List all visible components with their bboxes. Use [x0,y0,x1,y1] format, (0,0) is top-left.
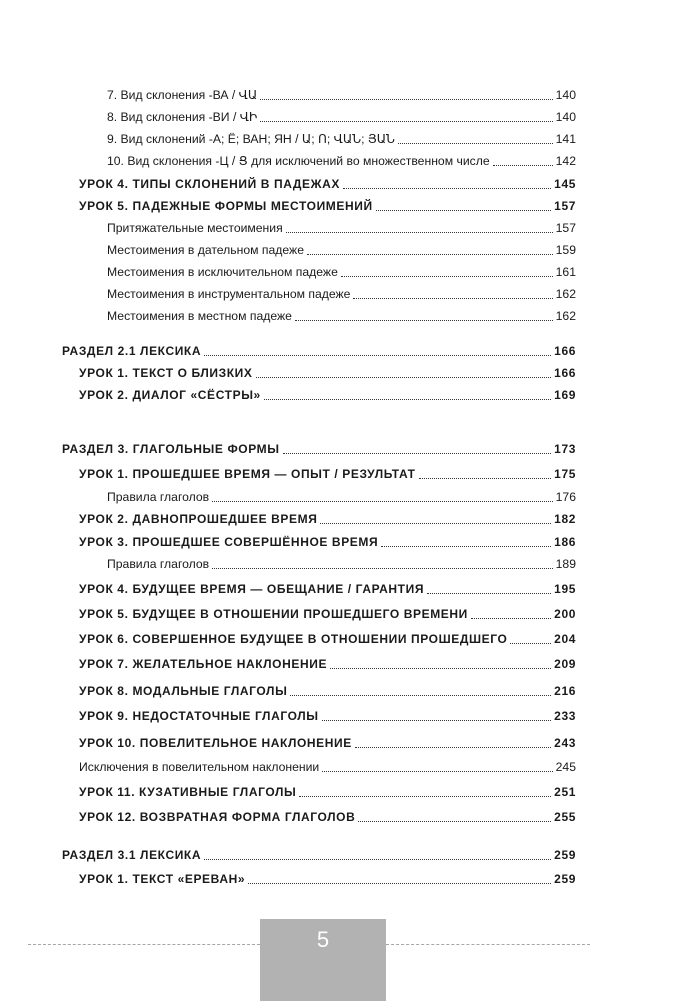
toc-entry-title: УРОК 5. БУДУЩЕЕ В ОТНОШЕНИИ ПРОШЕДШЕГО ВРЕМЕНИ [79,607,468,621]
toc-entry-title: УРОК 1. ТЕКСТ «ЕРЕВАН» [79,872,246,886]
toc-leader-dots [398,143,553,144]
toc-leader-dots [204,859,551,860]
toc-entry [107,221,576,236]
toc-entry-title: УРОК 9. НЕДОСТАТОЧНЫЕ ГЛАГОЛЫ [79,709,319,723]
toc-entry-page: 173 [554,442,576,456]
toc-leader-dots [295,320,553,321]
toc-leader-dots [290,695,551,696]
toc-leader-dots [322,720,552,721]
toc-leader-dots [427,593,551,594]
toc-entry-page: 141 [555,132,576,146]
toc-leader-dots [299,796,551,797]
toc-entry [107,132,576,147]
toc-leader-dots [307,254,553,255]
toc-entry [79,388,576,403]
toc-entry [79,872,576,887]
page-number-tab [260,919,386,1001]
toc-leader-dots [341,276,553,277]
toc-leader-dots [343,188,551,189]
toc-entry-title: 10. Вид склонения -Ц / Ց для исключений во множественном числе [107,154,490,168]
toc-entry-page: 251 [554,785,576,799]
toc-entry-title: УРОК 6. СОВЕРШЕННОЕ БУДУЩЕЕ В ОТНОШЕНИИ ПРОШЕДШЕГО [79,632,508,646]
toc-entry-title: УРОК 10. ПОВЕЛИТЕЛЬНОЕ НАКЛОНЕНИЕ [79,736,352,750]
toc-entry [107,557,576,572]
toc-entry [62,848,576,863]
toc-entry-page: 145 [554,177,576,191]
toc-leader-dots [358,821,551,822]
toc-entry-page: 157 [555,221,576,235]
toc-entry-page: 255 [554,810,576,824]
toc-entry-page: 243 [554,736,576,750]
toc-leader-dots [376,210,551,211]
toc-leader-dots [286,232,553,233]
toc-entry [107,110,576,125]
toc-entry-page: 209 [554,657,576,671]
toc-entry [62,442,576,457]
toc-entry-page: 159 [555,243,576,257]
toc-entry-title: Местоимения в исключительном падеже [107,265,338,279]
toc-entry-title: УРОК 1. ПРОШЕДШЕЕ ВРЕМЯ — ОПЫТ / РЕЗУЛЬТАТ [79,467,416,481]
toc-entry-page: 189 [555,557,576,571]
toc-entry-title: УРОК 2. ДИАЛОГ «СЁСТРЫ» [79,388,261,402]
toc-entry [62,344,576,359]
toc-entry-page: 142 [555,154,576,168]
toc-leader-dots [212,501,553,502]
toc-entry-page: 166 [554,366,576,380]
toc-entry-page: 259 [554,872,576,886]
toc-entry-page: 233 [554,709,576,723]
toc-entry-title: Исключения в повелительном наклонении [79,760,320,774]
toc-leader-dots [322,771,552,772]
toc-entry-page: 162 [555,287,576,301]
toc-entry-title: 7. Вид склонения -ВА / ՎԱ [107,88,258,102]
toc-entry-title: 9. Вид склонений -А; Ё; ВАН; ЯН / Ա; Ո; ՎԱՆ; ՅԱՆ [107,132,395,146]
toc-entry [79,657,576,672]
toc-leader-dots [204,355,551,356]
toc-leader-dots [264,399,551,400]
toc-leader-dots [260,99,552,100]
toc-leader-dots [493,165,553,166]
toc-entry [79,512,576,527]
toc-entry [107,490,576,505]
toc-leader-dots [256,377,552,378]
toc-entry-title: УРОК 11. КУЗАТИВНЫЕ ГЛАГОЛЫ [79,785,297,799]
toc-entry-title: УРОК 7. ЖЕЛАТЕЛЬНОЕ НАКЛОНЕНИЕ [79,657,328,671]
toc-entry-page: 140 [555,110,576,124]
toc-entry-title: УРОК 3. ПРОШЕДШЕЕ СОВЕРШЁННОЕ ВРЕМЯ [79,535,379,549]
toc-entry-page: 200 [554,607,576,621]
toc-entry [79,607,576,622]
toc-entry-title: УРОК 5. ПАДЕЖНЫЕ ФОРМЫ МЕСТОИМЕНИЙ [79,199,373,213]
toc-entry [79,366,576,381]
toc-entry [79,199,576,214]
toc-entry [107,265,576,280]
toc-entry [107,88,576,103]
toc-entry-title: УРОК 4. БУДУЩЕЕ ВРЕМЯ — ОБЕЩАНИЕ / ГАРАНТИЯ [79,582,425,596]
toc-entry-page: 259 [554,848,576,862]
toc-leader-dots [212,568,553,569]
toc-entry [107,243,576,258]
footer-dashed-line-left [28,944,260,945]
toc-entry-title: РАЗДЕЛ 2.1 ЛЕКСИКА [62,344,202,358]
toc-entry-page: 157 [554,199,576,213]
toc-entry-title: РАЗДЕЛ 3.1 ЛЕКСИКА [62,848,202,862]
toc-entry [79,632,576,647]
toc-entry-title: Местоимения в местном падеже [107,309,292,323]
toc-leader-dots [283,453,552,454]
toc-entry [107,287,576,302]
toc-entry-page: 182 [554,512,576,526]
toc-leader-dots [320,523,551,524]
toc-entry [79,709,576,724]
toc-entry-title: Правила глаголов [107,490,210,504]
toc-entry-page: 245 [555,760,576,774]
toc-entry-page: 176 [555,490,576,504]
toc-entry-page: 216 [554,684,576,698]
toc-entry-page: 140 [555,88,576,102]
toc-leader-dots [510,643,551,644]
toc-entry-page: 175 [554,467,576,481]
toc-leader-dots [355,747,551,748]
toc-entry [79,177,576,192]
toc-leader-dots [260,121,552,122]
toc-entry-title: Притяжательные местоимения [107,221,283,235]
toc-entry-page: 195 [554,582,576,596]
toc-entry [107,154,576,169]
toc-entry-title: Правила глаголов [107,557,210,571]
toc-entry [79,810,576,825]
toc-entry-title: 8. Вид склонения -ВИ / ՎԻ [107,110,258,124]
toc-entry-title: РАЗДЕЛ 3. ГЛАГОЛЬНЫЕ ФОРМЫ [62,442,280,456]
toc-entry [79,736,576,751]
toc-entry-page: 186 [554,535,576,549]
toc-entry [79,467,576,482]
toc-entry-title: Местоимения в инструментальном падеже [107,287,351,301]
toc-entry [79,582,576,597]
page-number: 5 [316,927,330,952]
toc-entry-page: 161 [555,265,576,279]
toc-entry [79,785,576,800]
toc-entry-title: УРОК 2. ДАВНОПРОШЕДШЕЕ ВРЕМЯ [79,512,318,526]
toc-leader-dots [330,668,551,669]
toc-entry [79,535,576,550]
toc-entry-page: 204 [554,632,576,646]
toc-entry-page: 169 [554,388,576,402]
toc-entry-title: УРОК 1. ТЕКСТ О БЛИЗКИХ [79,366,253,380]
toc-leader-dots [381,546,551,547]
toc-entry-title: Местоимения в дательном падеже [107,243,304,257]
toc-leader-dots [471,618,551,619]
footer-dashed-line-right [386,944,590,945]
toc-entry-page: 162 [555,309,576,323]
toc-entry [79,684,576,699]
toc-leader-dots [419,478,552,479]
toc-entry-title: УРОК 12. ВОЗВРАТНАЯ ФОРМА ГЛАГОЛОВ [79,810,356,824]
toc-entry-page: 166 [554,344,576,358]
toc-entry-title: УРОК 4. ТИПЫ СКЛОНЕНИЙ В ПАДЕЖАХ [79,177,340,191]
toc-entry-title: УРОК 8. МОДАЛЬНЫЕ ГЛАГОЛЫ [79,684,288,698]
toc-leader-dots [353,298,552,299]
toc-entry [79,760,576,775]
toc-leader-dots [248,883,551,884]
toc-entry [107,309,576,324]
